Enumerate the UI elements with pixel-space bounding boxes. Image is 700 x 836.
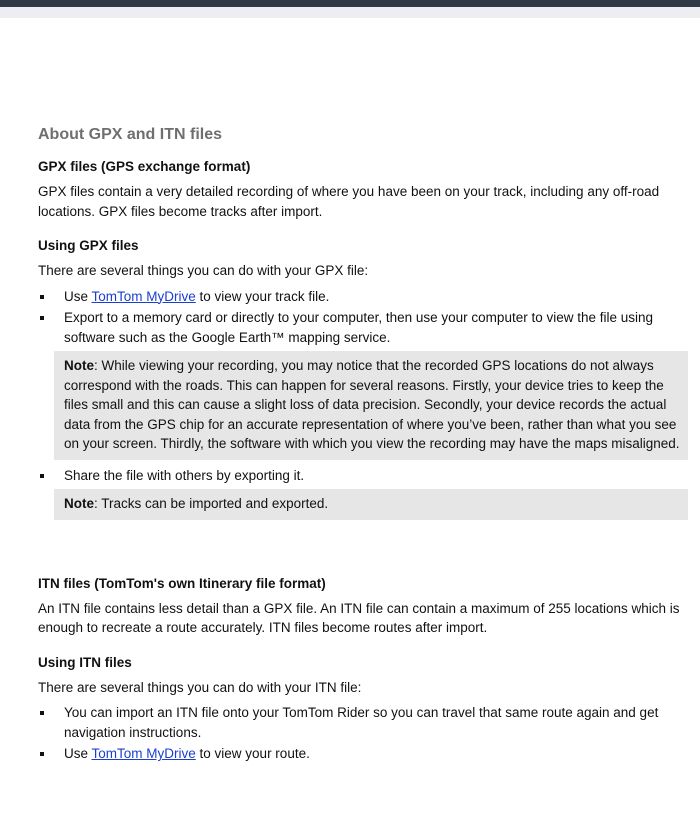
itn-intro: There are several things you can do with your ITN file: (38, 679, 362, 695)
document-content (38, 126, 698, 766)
gpx-list-2 (38, 466, 698, 486)
note-box (54, 489, 688, 520)
list-item: Export to a memory card or directly to your computer, then use your computer to view the file using software such as the Google Earth™ mapping service. (38, 308, 698, 347)
gpx-description: GPX files contain a very detailed recording of where you have been on your track, including any off-road locations. GPX files become tracks after import. (38, 184, 660, 219)
list-item: Use TomTom MyDrive to view your track file. (38, 287, 698, 307)
using-itn-title: Using ITN files (38, 654, 132, 670)
top-bar (0, 0, 700, 7)
list-item: Use TomTom MyDrive to view your route. (38, 744, 698, 764)
note-box (54, 351, 688, 460)
page-title: About GPX and ITN files (38, 126, 223, 143)
note-text: : Tracks can be imported and exported. (94, 496, 329, 511)
note-label: Note (64, 358, 94, 373)
list-item: You can import an ITN file onto your TomTom Rider so you can travel that same route again and get navigation instructions. (38, 703, 698, 742)
mydrive-link[interactable]: TomTom MyDrive (91, 288, 196, 304)
itn-list (38, 703, 698, 764)
note-text: : While viewing your recording, you may notice that the recorded GPS locations do not always correspond with the roads. This can happen for several reasons. Firstly, your device tries to keep the files small and this can cause a slight loss of data precision. Secondly, your device records the actual data from the GPS chip for an accurate representation of where you’ve been, rather than what you see on your screen. Thirdly, the software with which you view the recording may have the maps misaligned. (64, 358, 680, 451)
note-label: Note (64, 496, 94, 511)
gpx-intro: There are several things you can do with your GPX file: (38, 263, 369, 278)
mydrive-link[interactable]: TomTom MyDrive (91, 746, 196, 761)
gpx-section-title: GPX files (GPS exchange format) (38, 159, 251, 174)
list-item: Share the file with others by exporting it. (38, 466, 698, 486)
itn-description: An ITN file contains less detail than a GPX file. An ITN file can contain a maximum of 255 locations which is enough to recreate a route accurately. ITN files become routes after import. (38, 600, 680, 635)
gpx-list (38, 287, 698, 348)
using-gpx-title: Using GPX files (38, 238, 139, 253)
top-strip (0, 7, 700, 18)
itn-section-title: ITN files (TomTom's own Itinerary file format) (38, 575, 326, 591)
